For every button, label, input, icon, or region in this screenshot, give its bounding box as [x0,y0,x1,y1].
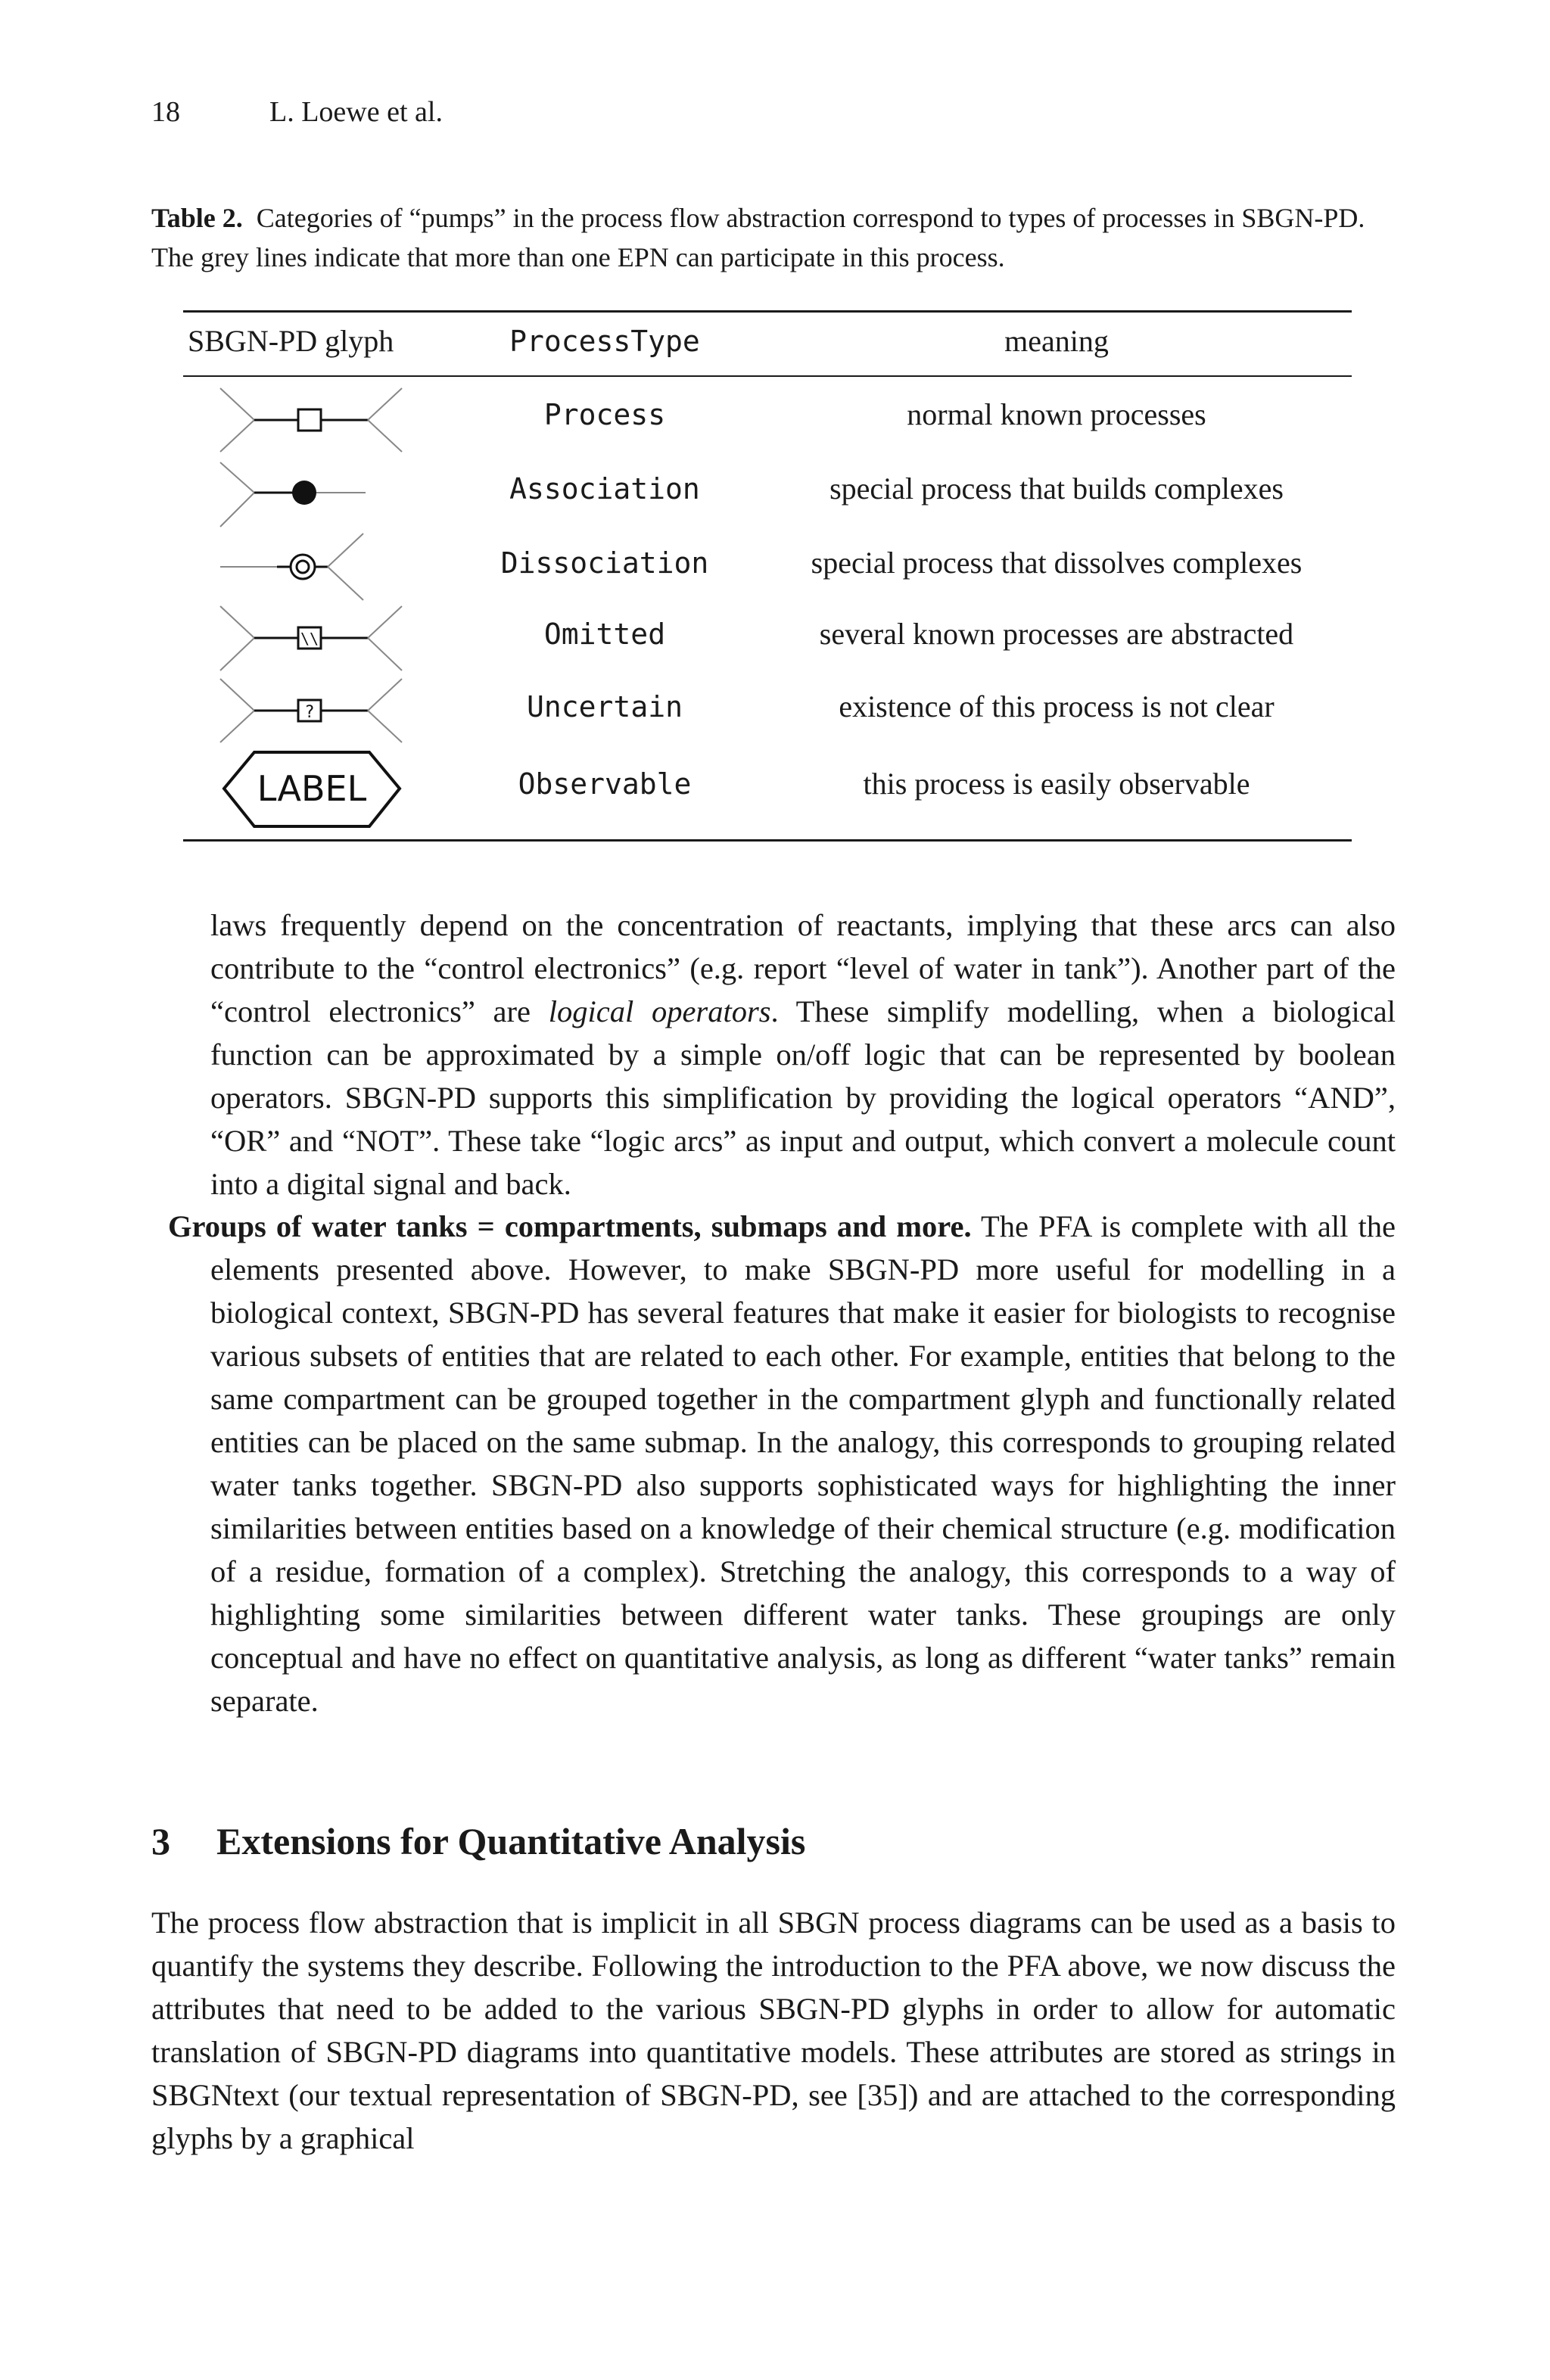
row-meaning: several known processes are abstracted [819,617,1294,651]
paragraph-logical-operators [210,904,1396,1206]
header-processtype: ProcessType [509,325,700,358]
section-title: Extensions for Quantitative Analysis [216,1820,806,1862]
para2-heading: Groups of water tanks = compartments, submaps and more. [168,1209,972,1243]
observable-label: LABEL [257,768,367,809]
para1-text-b: . These simplify modelling, when a biological function can be approximated by a simple on/off logic that can be represented by boolean operators. SBGN-PD supports this simplification by providing the logical operators “AND”, “OR” and “NOT”. These take “logic arcs” as input and output, which convert a molecule count into a digital signal and back. [210,994,1396,1201]
row-meaning: existence of this process is not clear [839,689,1275,723]
uncertain-mark: ? [304,703,315,722]
observable-glyph [218,749,407,832]
paragraph-extensions: The process flow abstraction that is implicit in all SBGN process diagrams can be used as a basis to quantify the systems they describe. Following the introduction to the PFA above, we now discuss the attributes that need to be added to the various SBGN-PD glyphs in order to allow for automatic translation of SBGN-PD diagrams into quantitative models. These attributes are stored as strings in SBGNtext (our textual representation of SBGN-PD, see [35]) and are attached to the corresponding glyphs by a graphical [151,1906,1396,2155]
row-type: Observable [518,767,692,801]
row-type: Association [509,472,700,506]
association-glyph [218,459,407,530]
table-top-rule [183,310,1352,313]
para1-italic: logical operators [548,994,771,1028]
row-type: Omitted [543,618,666,651]
omitted-glyph [218,604,407,674]
uncertain-glyph [218,677,407,745]
section-heading [151,1819,805,1863]
row-meaning: normal known processes [907,397,1206,431]
row-meaning: special process that dissolves complexes [811,546,1303,580]
row-type: Process [543,398,666,431]
page-number: 18 [151,96,180,128]
caption-label: Table 2. [151,203,243,233]
section-number: 3 [151,1820,170,1862]
para1-text-a: laws frequently depend on the concentration of reactants, implying that these arcs can also contribute to the “control electronics” (e.g. report “level of water in tank”). Another part of the “control electronics” are [210,908,1396,1028]
paragraph-groups [168,1205,1396,1722]
dissociation-glyph [218,531,407,602]
header-meaning: meaning [1004,324,1109,358]
table-bottom-rule [183,839,1352,842]
table-caption [151,198,1396,277]
omitted-mark: \\ [300,630,319,648]
process-glyph [218,386,407,454]
running-head: L. Loewe et al. [269,96,443,128]
row-type: Dissociation [500,546,709,580]
header-glyph: SBGN-PD glyph [188,324,394,358]
row-meaning: this process is easily observable [863,767,1250,801]
table-header-rule [183,375,1352,377]
row-type: Uncertain [527,690,683,723]
row-meaning: special process that builds complexes [829,471,1284,506]
caption-text: Categories of “pumps” in the process flow abstraction correspond to types of processes in SBGN-PD. The grey lines indicate that more than one EPN can participate in this process. [151,203,1365,272]
para2-text: The PFA is complete with all the elements presented above. However, to make SBGN-PD more useful for modelling in a biological context, SBGN-PD has several features that make it easier for biologists to recognise various subsets of entities that are related to each other. For example, entities that belong to the same compartment can be grouped together in the compartment glyph and functionally related entities can be placed on the same submap. In the analogy, this corresponds to grouping related water tanks together. SBGN-PD also supports sophisticated ways for highlighting the inner similarities between entities based on a knowledge of their chemical structure (e.g. modification of a residue, formation of a complex). Stretching the analogy, this corresponds to a way of highlighting some similarities between different water tanks. These groupings are only conceptual and have no effect on quantitative analysis, as long as different “water tanks” remain separate. [210,1209,1396,1718]
